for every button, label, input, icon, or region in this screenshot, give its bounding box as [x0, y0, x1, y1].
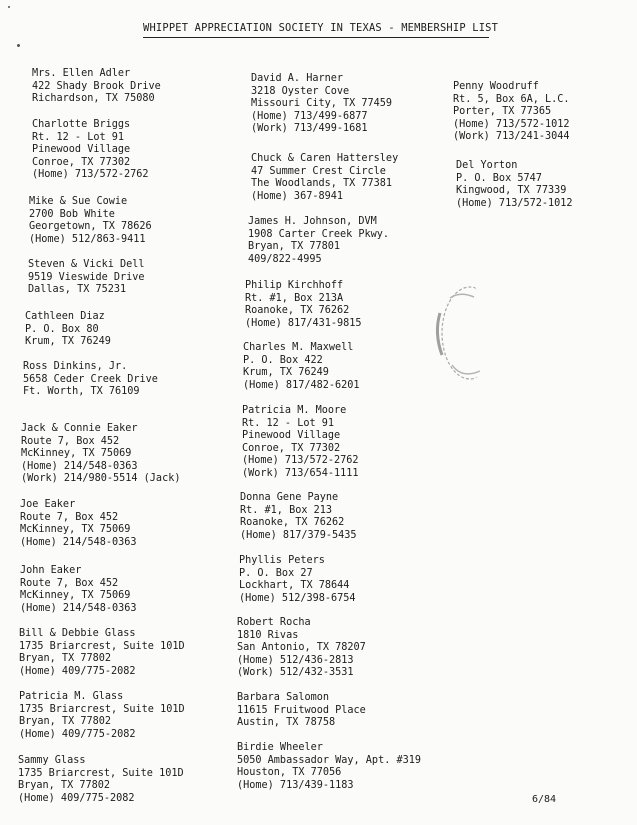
- scan-speck: [17, 44, 20, 47]
- member-detail-line: 11615 Fruitwood Place: [237, 704, 366, 716]
- member-entry: [25, 311, 111, 349]
- member-detail-line: (Home) 817/379-5435: [240, 529, 357, 541]
- member-detail-line: Roanoke, TX 76262: [245, 305, 350, 316]
- member-entry: [453, 81, 570, 144]
- member-name: Joe Eaker: [20, 499, 76, 510]
- member-entry: [19, 691, 185, 741]
- member-name: Mike & Sue Cowie: [29, 196, 128, 207]
- title-underline: [143, 37, 489, 38]
- member-detail-line: Houston, TX 77056: [237, 767, 342, 778]
- member-name: John Eaker: [20, 565, 82, 576]
- member-detail-line: 3218 Oyster Cove: [251, 85, 350, 97]
- member-detail-line: Missouri City, TX 77459: [251, 98, 393, 109]
- member-detail-line: Richardson, TX 75080: [32, 93, 155, 104]
- member-name: Phyllis Peters: [239, 555, 325, 566]
- member-name: Sammy Glass: [18, 755, 86, 766]
- member-name: Mrs. Ellen Adler: [32, 68, 131, 79]
- member-entry: [20, 499, 137, 549]
- member-detail-line: (Home) 214/548-0363: [20, 602, 137, 614]
- member-entry: [18, 755, 184, 805]
- member-detail-line: Conroe, TX 77302: [242, 442, 341, 454]
- member-entry: [32, 119, 149, 182]
- member-detail-line: 422 Shady Brook Drive: [32, 80, 161, 92]
- member-detail-line: McKinney, TX 75069: [21, 448, 132, 459]
- member-name: Donna Gene Payne: [240, 492, 339, 503]
- member-detail-line: 1810 Rivas: [237, 629, 299, 641]
- member-detail-line: Austin, TX 78758: [237, 717, 336, 728]
- member-detail-line: 47 Summer Crest Circle: [251, 165, 386, 177]
- member-detail-line: Rt. 12 - Lot 91: [242, 417, 335, 429]
- member-detail-line: 1908 Carter Creek Pkwy.: [248, 228, 390, 240]
- member-detail-line: Bryan, TX 77802: [19, 653, 112, 664]
- member-entry: [29, 196, 152, 246]
- member-detail-line: 1735 Briarcrest, Suite 101D: [19, 703, 185, 715]
- member-detail-line: Kingwood, TX 77339: [456, 185, 567, 196]
- member-detail-line: Ft. Worth, TX 76109: [23, 386, 140, 397]
- document-title: WHIPPET APPRECIATION SOCIETY IN TEXAS - MEMBERSHIP LIST: [143, 22, 499, 34]
- member-detail-line: (Home) 512/398-6754: [239, 592, 356, 604]
- member-entry: [21, 423, 180, 486]
- member-entry: [28, 259, 145, 297]
- member-detail-line: P. O. Box 27: [239, 567, 313, 579]
- member-detail-line: 9519 Vieswide Drive: [28, 271, 145, 283]
- member-detail-line: 5050 Ambassador Way, Apt. #319: [237, 754, 422, 766]
- member-detail-line: (Home) 713/499-6877: [251, 110, 368, 122]
- member-detail-line: 409/822-4995: [248, 253, 322, 265]
- member-detail-line: Route 7, Box 452: [20, 577, 119, 589]
- member-detail-line: Krum, TX 76249: [25, 336, 111, 347]
- member-detail-line: P. O. Box 422: [243, 354, 323, 366]
- member-entry: [19, 628, 185, 678]
- member-detail-line: Route 7, Box 452: [21, 435, 120, 447]
- member-entry: [245, 280, 362, 330]
- member-entry: [251, 73, 392, 136]
- member-detail-line: (Home) 409/775-2082: [18, 792, 135, 804]
- member-entry: [32, 68, 161, 106]
- member-name: James H. Johnson, DVM: [248, 216, 377, 227]
- member-detail-line: Lockhart, TX 78644: [239, 580, 350, 591]
- member-detail-line: (Home) 214/548-0363: [21, 460, 138, 472]
- member-detail-line: (Home) 409/775-2082: [19, 665, 136, 677]
- member-detail-line: 2700 Bob White: [29, 208, 115, 220]
- member-detail-line: (Home) 713/572-1012: [453, 118, 570, 130]
- member-detail-line: 5658 Ceder Creek Drive: [23, 373, 158, 385]
- member-entry: [237, 692, 366, 730]
- member-detail-line: Conroe, TX 77302: [32, 156, 131, 168]
- member-name: Barbara Salomon: [237, 692, 330, 703]
- member-detail-line: (Home) 367-8941: [251, 190, 344, 202]
- member-detail-line: (Work) 512/432-3531: [237, 667, 354, 678]
- member-detail-line: Pinewood Village: [242, 430, 341, 441]
- member-detail-line: (Home) 713/572-2762: [32, 169, 149, 180]
- member-detail-line: Bryan, TX 77802: [19, 716, 112, 727]
- member-detail-line: Rt. 5, Box 6A, L.C.: [453, 93, 570, 105]
- member-detail-line: The Woodlands, TX 77381: [251, 178, 393, 189]
- member-detail-line: (Home) 817/482-6201: [243, 379, 360, 391]
- member-detail-line: (Home) 409/775-2082: [19, 728, 136, 740]
- member-detail-line: McKinney, TX 75069: [20, 590, 131, 601]
- member-detail-line: Rt. #1, Box 213A: [245, 292, 344, 304]
- member-entry: [240, 492, 357, 542]
- member-entry: [237, 742, 421, 792]
- member-detail-line: Bryan, TX 77802: [18, 780, 111, 791]
- member-name: Del Yorton: [456, 160, 518, 171]
- member-detail-line: (Home) 512/436-2813: [237, 654, 354, 666]
- member-name: Chuck & Caren Hattersley: [251, 153, 399, 164]
- member-detail-line: 1735 Briarcrest, Suite 101D: [19, 640, 185, 652]
- member-name: Philip Kirchhoff: [245, 280, 344, 291]
- member-name: Birdie Wheeler: [237, 742, 323, 753]
- member-name: Jack & Connie Eaker: [21, 423, 138, 434]
- member-detail-line: (Home) 713/572-2762: [242, 455, 359, 466]
- member-detail-line: (Work) 713/499-1681: [251, 123, 368, 134]
- member-detail-line: Rt. 12 - Lot 91: [32, 131, 125, 143]
- member-entry: [242, 405, 359, 480]
- scan-speck: [8, 6, 10, 8]
- member-detail-line: (Work) 713/241-3044: [453, 131, 570, 142]
- page-date: 6/84: [532, 794, 557, 805]
- member-entry: [20, 565, 137, 615]
- member-detail-line: Roanoke, TX 76262: [240, 517, 345, 528]
- member-detail-line: Krum, TX 76249: [243, 367, 329, 378]
- member-detail-line: McKinney, TX 75069: [20, 524, 131, 535]
- member-detail-line: P. O. Box 80: [25, 323, 99, 335]
- member-name: Robert Rocha: [237, 617, 311, 628]
- member-name: Ross Dinkins, Jr.: [23, 361, 128, 372]
- member-entry: [237, 617, 366, 680]
- member-detail-line: Pinewood Village: [32, 144, 131, 155]
- member-detail-line: Porter, TX 77365: [453, 106, 552, 117]
- member-entry: [251, 153, 398, 203]
- member-name: Patricia M. Moore: [242, 405, 347, 416]
- member-detail-line: (Work) 214/980-5514 (Jack): [21, 473, 181, 484]
- member-detail-line: Dallas, TX 75231: [28, 284, 127, 295]
- member-entry: [456, 160, 573, 210]
- member-entry: [23, 361, 158, 399]
- member-name: Charles M. Maxwell: [243, 342, 354, 353]
- member-detail-line: P. O. Box 5747: [456, 172, 542, 184]
- member-detail-line: (Home) 512/863-9411: [29, 233, 146, 245]
- member-detail-line: (Home) 713/572-1012: [456, 197, 573, 209]
- member-detail-line: (Home) 214/548-0363: [20, 536, 137, 548]
- member-name: Penny Woodruff: [453, 81, 539, 92]
- member-name: Charlotte Briggs: [32, 119, 131, 130]
- member-detail-line: Bryan, TX 77801: [248, 241, 341, 252]
- member-entry: [248, 216, 389, 266]
- member-detail-line: San Antonio, TX 78207: [237, 642, 366, 653]
- member-detail-line: 1735 Briarcrest, Suite 101D: [18, 767, 184, 779]
- member-entry: [243, 342, 360, 392]
- member-name: Bill & Debbie Glass: [19, 628, 136, 639]
- member-detail-line: (Work) 713/654-1111: [242, 467, 359, 479]
- member-detail-line: Georgetown, TX 78626: [29, 221, 152, 232]
- member-name: Cathleen Diaz: [25, 311, 105, 322]
- member-detail-line: (Home) 713/439-1183: [237, 779, 354, 791]
- member-detail-line: Rt. #1, Box 213: [240, 504, 333, 516]
- member-name: David A. Harner: [251, 73, 344, 84]
- member-name: Steven & Vicki Dell: [28, 259, 145, 270]
- member-detail-line: Route 7, Box 452: [20, 511, 119, 523]
- postmark-stamp: [430, 283, 494, 383]
- member-detail-line: (Home) 817/431-9815: [245, 317, 362, 329]
- member-name: Patricia M. Glass: [19, 691, 124, 702]
- member-entry: [239, 555, 356, 605]
